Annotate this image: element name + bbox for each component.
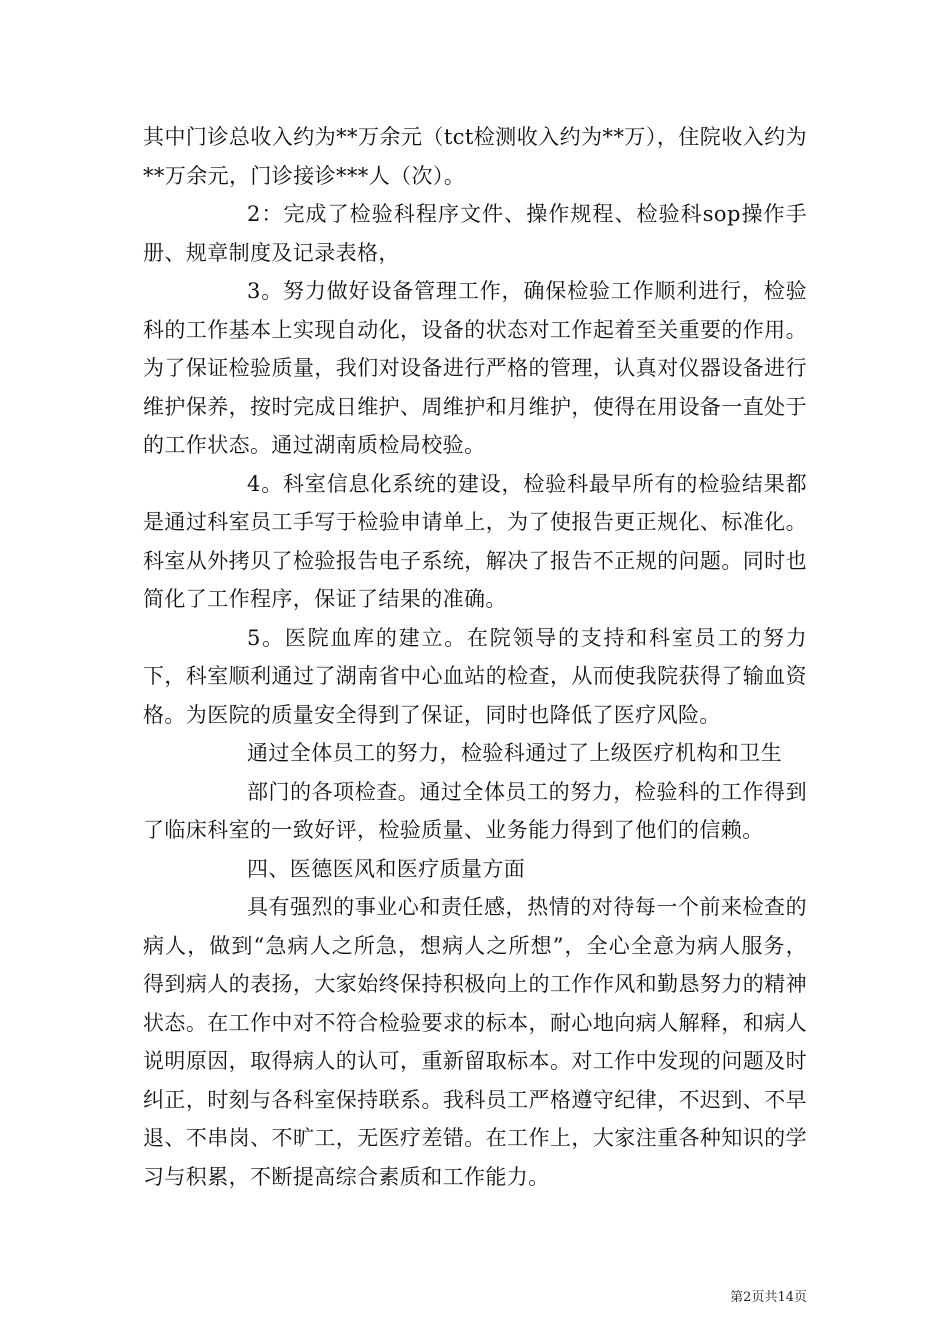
paragraph-item-5: 5。医院血库的建立。在院领导的支持和科室员工的努力下，科室顺利通过了湖南省中心血站的检查，从而使我院获得了输血资格。为医院的质量安全得到了保证，同时也降低了医疗风险。 [143, 625, 807, 727]
document-body [143, 118, 807, 1196]
paragraph-income: 其中门诊总收入约为**万余元（tct检测收入约为**万），住院收入约为**万余元，门诊接诊***人（次）。 [143, 125, 807, 188]
paragraph-summary: 部门的各项检查。通过全体员工的努力，检验科的工作得到了临床科室的一致好评，检验质量、业务能力得到了他们的信赖。 [143, 779, 807, 842]
section-heading-ethics: 四、医德医风和医疗质量方面 [247, 856, 526, 881]
paragraph-summary-line: 通过全体员工的努力，检验科通过了上级医疗机构和卫生 [247, 741, 782, 765]
paragraph-ethics: 具有强烈的事业心和责任感，热情的对待每一个前来检查的病人，做到“急病人之所急，想病人之所想”，全心全意为病人服务，得到病人的表扬，大家始终保持积极向上的工作作风和勤恳努力的精神状态。在工作中对不符合检验要求的标本，耐心地向病人解释，和病人说明原因，取得病人的认可，重新留取标本。对工作中发现的问题及时纠正，时刻与各科室保持联系。我科员工严格遵守纪律，不迟到、不早退、不串岗、不旷工，无医疗差错。在工作上，大家注重各种知识的学习与积累，不断提高综合素质和工作能力。 [143, 895, 807, 1189]
page-number: 第2页共14页 [730, 1290, 807, 1305]
paragraph-item-4: 4。科室信息化系统的建设，检验科最早所有的检验结果都是通过科室员工手写于检验申请单上，为了使报告更正规化、标准化。科室从外拷贝了检验报告电子系统，解决了报告不正规的问题。同时也简化了工作程序，保证了结果的准确。 [143, 471, 807, 611]
paragraph-item-3: 3。努力做好设备管理工作，确保检验工作顺利进行，检验科的工作基本上实现自动化，设备的状态对工作起着至关重要的作用。为了保证检验质量，我们对设备进行严格的管理，认真对仪器设备进行维护保养，按时完成日维护、周维护和月维护，使得在用设备一直处于的工作状态。通过湖南质检局校验。 [143, 279, 807, 457]
paragraph-item-2: 2：完成了检验科程序文件、操作规程、检验科sop操作手册、规章制度及记录表格， [143, 202, 807, 265]
